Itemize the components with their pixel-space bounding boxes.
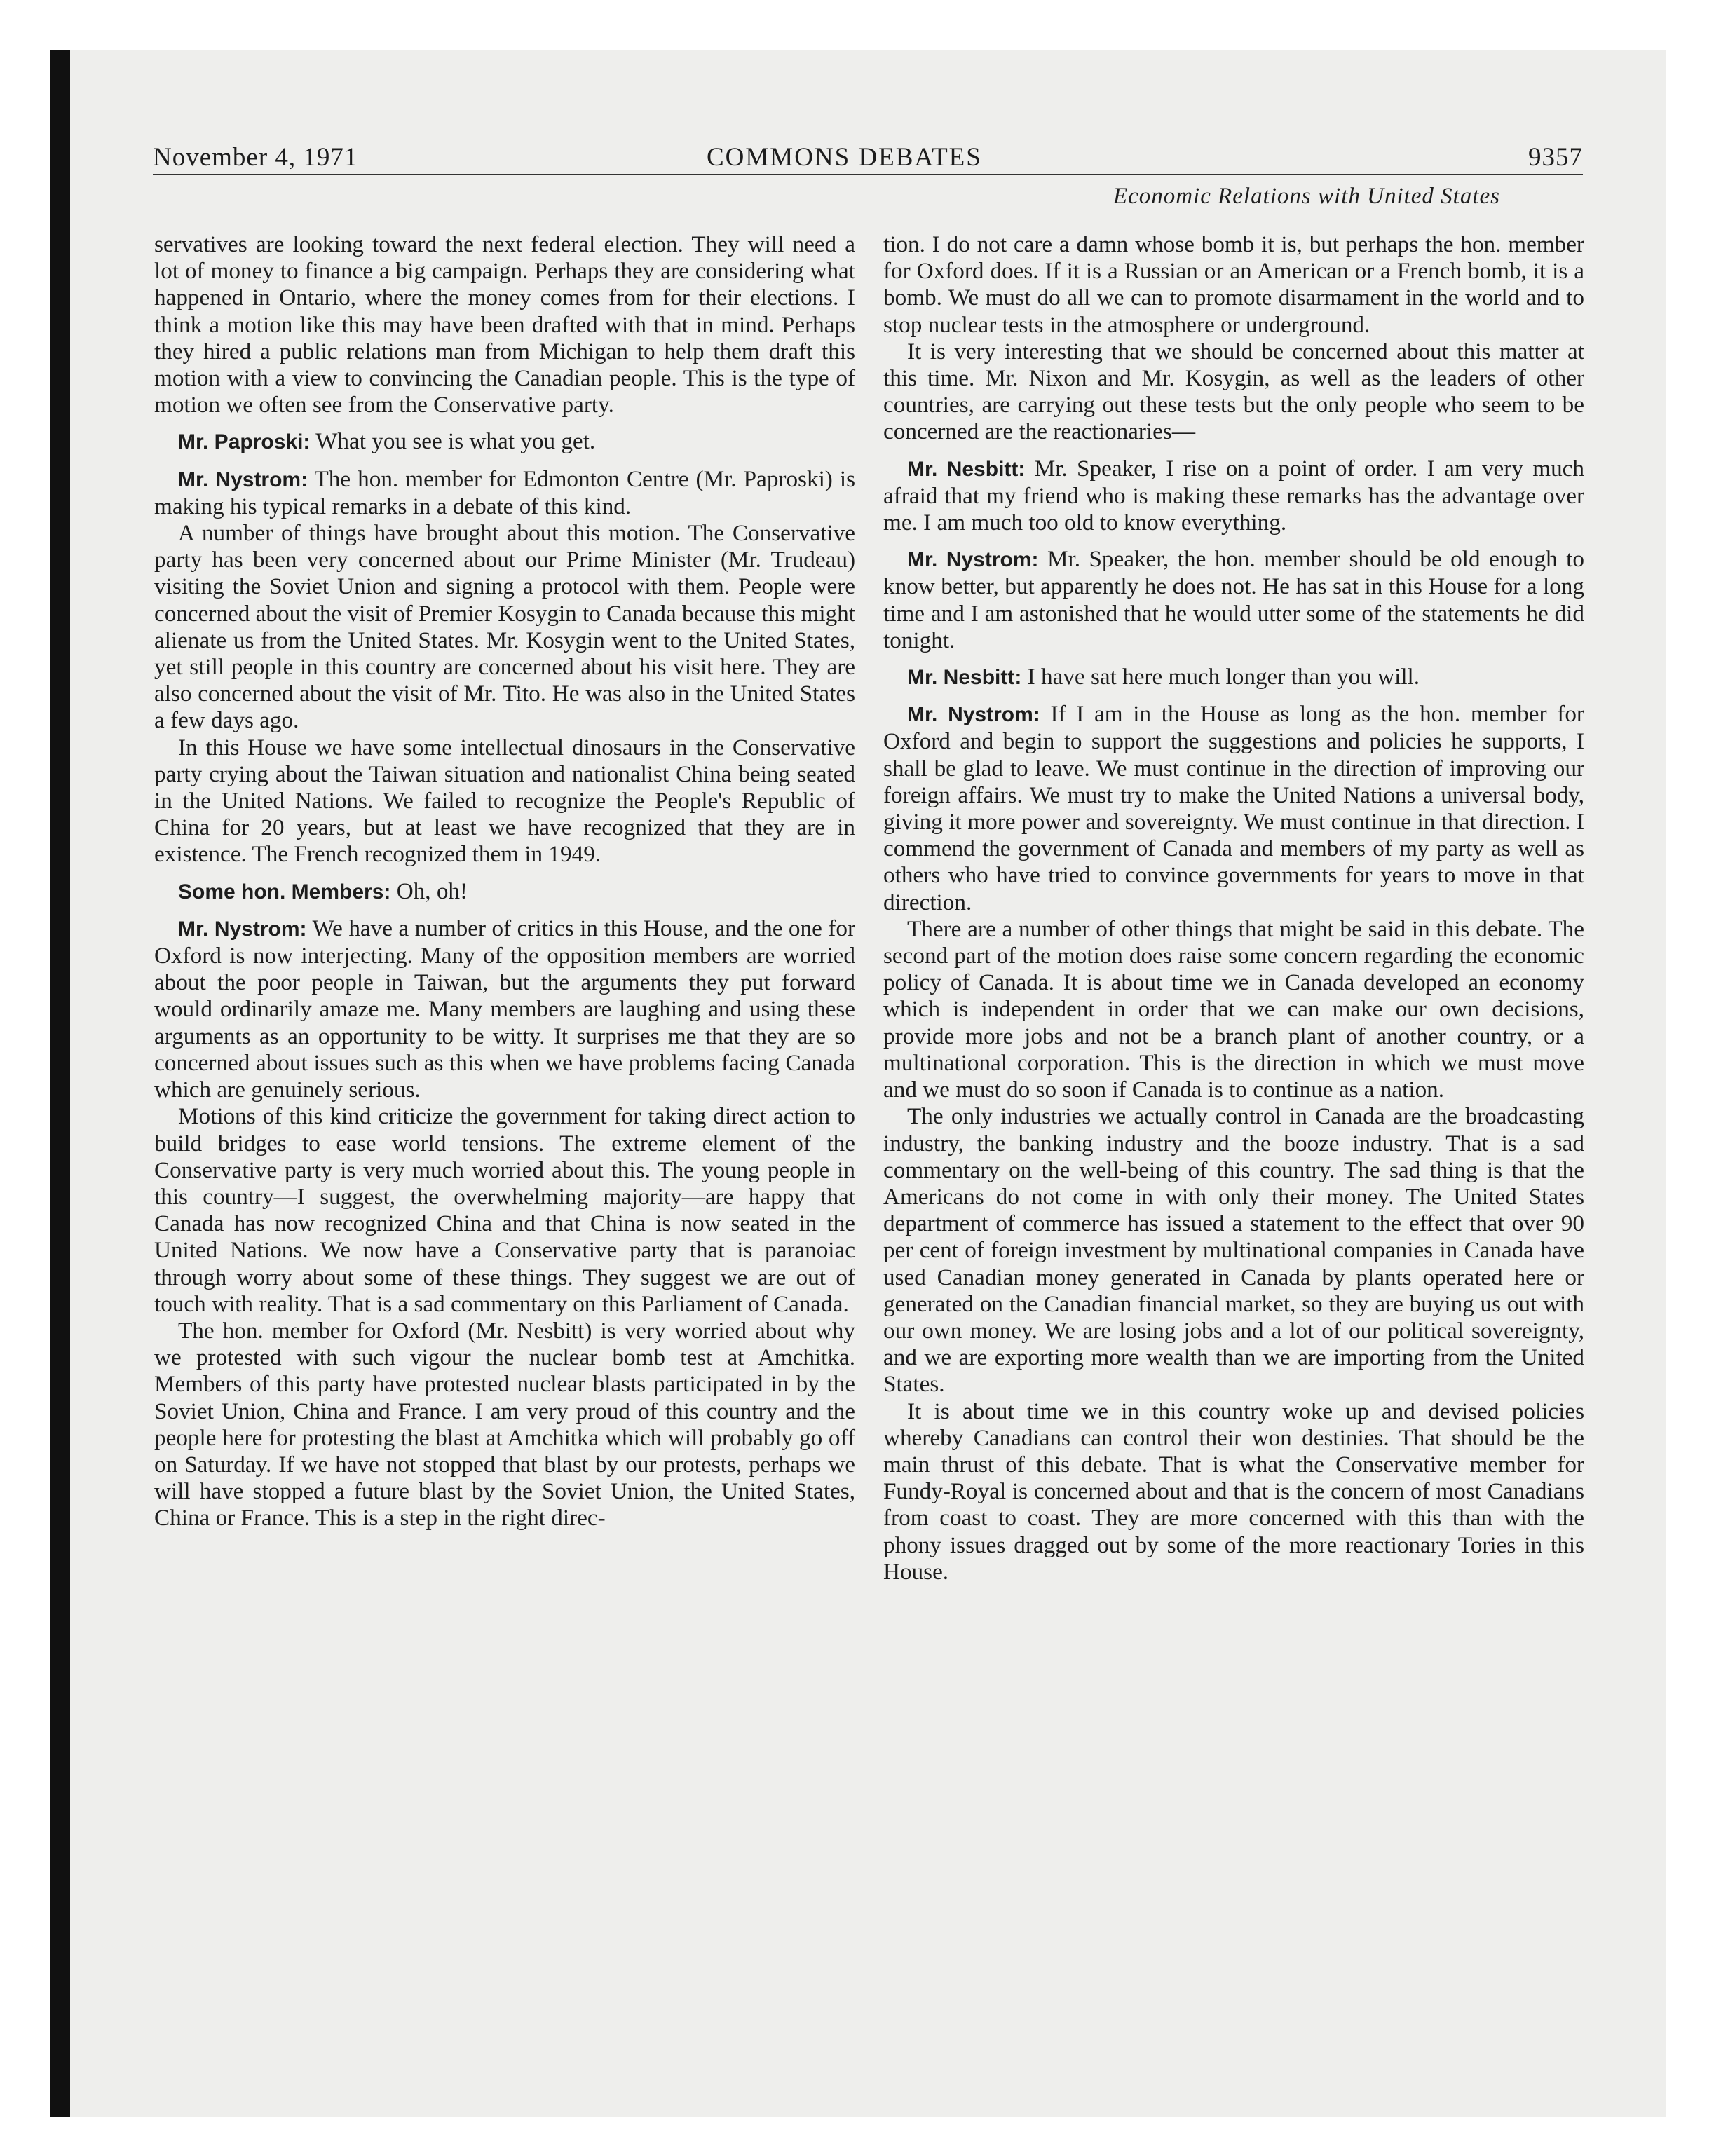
speaker-name: Mr. Nystrom: [178,468,308,491]
speech-text: Mr. Speaker, I rise on a point of order. I am very much afraid that my friend who is making these remarks has the advantage over me. I am much too old to know everything. [883,455,1584,536]
speech-text: I have sat here much longer than you will. [1021,664,1420,690]
right-column [883,231,1584,1585]
paragraph: A number of things have brought about this motion. The Conservative party has been very concerned about our Prime Minister (Mr. Trudeau) visiting the Soviet Union and signing a protocol with them. People were concerned about the visit of Premier Kosygin to Canada because this might alienate us from the United States. Mr. Kosygin went to the United States, yet still people in this country are concerned about his visit here. They are also concerned about the visit of Mr. Tito. He was also in the United States a few days ago. [154,520,855,734]
speech-paragraph [154,915,855,1103]
speech-text: The hon. member for Edmonton Centre (Mr. Paproski) is making his typical remarks in a debate of this kind. [154,465,855,519]
speaker-name: Mr. Nesbitt: [907,457,1026,481]
speaker-name: Mr. Nystrom: [907,703,1040,727]
paragraph: It is very interesting that we should be concerned about this matter at this time. Mr. Nixon and Mr. Kosygin, as well as the leaders of other countries, are carrying out these tests but the only people who seem to be concerned are the reactionaries— [883,338,1584,445]
speech-paragraph [883,546,1584,654]
paragraph: The hon. member for Oxford (Mr. Nesbitt) is very worried about why we protested with such vigour the nuclear bomb test at Amchitka. Members of this party have protested nuclear blasts participated in by the Soviet Union, China and France. I am very proud of this country and the people here for protesting the blast at Amchitka which will probably go off on Saturday. If we have not stopped that blast by our protests, perhaps we will have stopped a future blast by the Soviet Union, the United States, China or France. This is a step in the right direc- [154,1317,855,1531]
paragraph: It is about time we in this country woke up and devised policies whereby Canadians can control their won destinies. That should be the main thrust of this debate. That is what the Conservative member for Fundy-Royal is concerned about and that is the concern of most Canadians from coast to coast. They are more concerned with this than with the phony issues dragged out by some of the more reactionary Tories in this House. [883,1398,1584,1585]
running-header [153,137,1583,175]
left-column [154,231,855,1532]
speaker-name: Mr. Paproski: [178,430,311,454]
speech-text: We have a number of critics in this House, and the one for Oxford is now interjecting. Many of the opposition members are worried about the poor people in Taiwan, but the arguments they put forward would ordinarily amaze me. Many members are laughing and using these arguments as an opportunity to be witty. It surprises me that they are so concerned about issues such as this when we have problems facing Canada which are genuinely serious. [154,915,855,1103]
header-date: November 4, 1971 [153,143,358,172]
section-heading: Economic Relations with United States [1113,184,1500,209]
speech-text: What you see is what you get. [310,428,596,455]
speaker-name: Mr. Nystrom: [907,548,1039,572]
paragraph: In this House we have some intellectual dinosaurs in the Conservative party crying about the Taiwan situation and nationalist China being seated in the United Nations. We failed to recognize the People's Republic of China for 20 years, but at least we have recognized that they are in existence. The French recognized them in 1949. [154,734,855,868]
speech-text: If I am in the House as long as the hon. member for Oxford and begin to support the suggestions and policies he supports, I shall be glad to leave. We must continue in the direction of improving our foreign affairs. We must try to make the United Nations a universal body, giving it more power and sovereignty. We must continue in that direction. I commend the government of Canada and members of my party as well as others who have tried to convince governments for years to move in that direction. [883,701,1584,915]
speech-paragraph [883,701,1584,916]
speech-paragraph [883,664,1584,691]
speaker-name: Some hon. Members: [178,880,391,903]
paragraph: Motions of this kind criticize the government for taking direct action to build bridges to ease world tensions. The extreme element of the Conservative party is very much worried about this. The young people in this country—I suggest, the overwhelming majority—are happy that Canada has now recognized China and that China is now seated in the United Nations. We now have a Conservative party that is paranoiac through worry about some of these things. They suggest we are out of touch with reality. That is a sad commentary on this Parliament of Canada. [154,1103,855,1317]
speech-paragraph [154,878,855,906]
speech-text: Mr. Speaker, the hon. member should be old enough to know better, but apparently he does not. He has sat in this House for a long time and I am astonished that he would utter some of the statements he did tonight. [883,546,1584,653]
header-page-number: 9357 [1528,143,1583,172]
speech-paragraph [154,428,855,456]
paragraph: The only industries we actually control in Canada are the broadcasting industry, the banking industry and the booze industry. That is a sad commentary on the well-being of this country. The sad thing is that the Americans do not come in with only their money. The United States department of commerce has issued a statement to the effect that over 90 per cent of foreign investment by multinational companies in Canada have used Canadian money generated in Canada by plants operated here or generated on the Canadian financial market, so they are buying us out with our own money. We are losing jobs and a lot of our political sovereignty, and we are exporting more wealth than we are importing from the United States. [883,1103,1584,1398]
speech-text: Oh, oh! [390,878,468,904]
header-title: COMMONS DEBATES [707,143,982,172]
scan-edge-bar [50,50,70,2117]
speech-paragraph [154,466,855,520]
paragraph: tion. I do not care a damn whose bomb it is, but perhaps the hon. member for Oxford does. If it is a Russian or an American or a French bomb, it is a bomb. We must do all we can to promote disarmament in the world and to stop nuclear tests in the atmosphere or underground. [883,231,1584,338]
paragraph: servatives are looking toward the next federal election. They will need a lot of money to finance a big campaign. Perhaps they are considering what happened in Ontario, where the money comes from for their elections. I think a motion like this may have been drafted with that in mind. Perhaps they hired a public relations man from Michigan to help them draft this motion with a view to convincing the Canadian people. This is the type of motion we often see from the Conservative party. [154,231,855,418]
speech-paragraph [883,456,1584,537]
speaker-name: Mr. Nystrom: [178,917,307,941]
paragraph: There are a number of other things that might be said in this debate. The second part of the motion does raise some concern regarding the economic policy of Canada. It is about time we in Canada developed an economy which is independent in order that we can make our own decisions, provide more jobs and not be a branch plant of another country, or a multinational corporation. This is the direction in which we must move and we must do so soon if Canada is to continue as a nation. [883,915,1584,1103]
speaker-name: Mr. Nesbitt: [907,666,1022,690]
